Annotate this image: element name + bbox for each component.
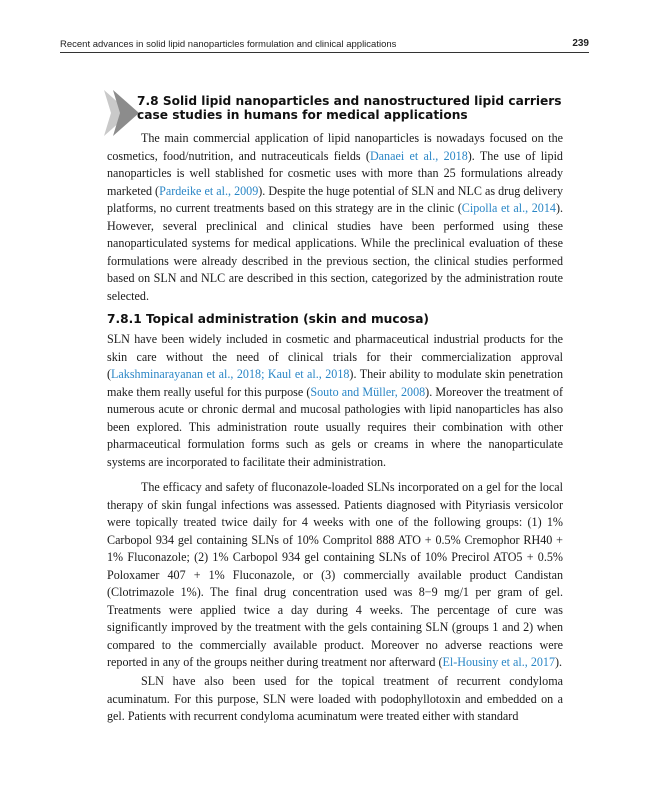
citation-link[interactable]: Danaei et al., 2018 (369, 148, 468, 163)
citation-link[interactable]: Pardeike et al., 2009 (159, 183, 259, 198)
citation-link[interactable]: Souto and Müller, 2008 (310, 384, 426, 399)
text-run: ). However, several preclinical and clinical studies have been performed using these nanoparticulated systems for medical applications. While the preclinical evaluation of these formulations were already described in the previous section, the clinical studies performed based on SLN and NLC are described in this section, categorized by the administration route selected. (107, 201, 563, 303)
paragraph-intro (107, 130, 563, 305)
text-run: ). Despite the huge potential of SLN and NLC as drug delivery platforms, no current treatments based on this strategy are in the clinic ( (107, 183, 563, 215)
text-run: SLN have also been used for the topical treatment of recurrent condyloma acuminatum. For this purpose, SLN were loaded with podophyllotoxin and embedded on a gel. Patients with recurrent condyloma acuminatum were treated either with standard (107, 674, 563, 723)
section-heading-line1: 7.8 Solid lipid nanoparticles and nanostructured lipid carriers (137, 94, 562, 108)
running-header (60, 38, 589, 53)
text-run: ). Moreover the treatment of numerous acute or chronic dermal and mucosal pathologies with lipid nanoparticles has also been explored. This administration route usually requires their combination with other pharmaceutical formulation forms such as gels or creams in where the nanoparticulate systems are incorporated to facilitate their administration. (107, 384, 564, 469)
text-run: ). The use of lipid nanoparticles is well stablished for cosmetic uses with more than 25 formulations already marketed ( (107, 148, 563, 198)
citation-link[interactable]: Lakshminarayanan et al., 2018; Kaul et al., 2018 (111, 367, 350, 381)
paragraph-fluconazole-study (107, 479, 563, 672)
subsection-heading: 7.8.1 Topical administration (skin and mucosa) (107, 312, 429, 326)
paragraph-topical-overview (107, 331, 563, 471)
running-title: Recent advances in solid lipid nanoparticles formulation and clinical applications (60, 39, 397, 50)
text-run: The main commercial application of lipid nanoparticles is nowadays focused on the cosmetics, food/nutrition, and nutraceuticals fields ( (107, 131, 563, 163)
text-run: ). Their ability to modulate skin penetration make them really useful for this purpose ( (107, 367, 563, 399)
citation-link[interactable]: El-Housiny et al., 2017 (442, 655, 556, 669)
text-run: The efficacy and safety of fluconazole-loaded SLNs incorporated on a gel for the local therapy of skin fungal infections was assessed. Patients diagnosed with Pityriasis versicolor were topically treated twice daily for 4 weeks with one of the following groups: (1) 1% Carbopol 934 gel containing SLNs of 10% Compritol 888 ATO + 0.5% Cremophor RH40 + 1% Fluconazole; (2) 1% Carbopol 934 gel containing SLNs of 10% Precirol ATO5 + 0.5% Poloxamer 407 + 1% Fluconazole, or (3) commercially available product Candistan (Clotrimazole 1%). The final drug concentration used was 8−9 mg/1 per gram of gel. Treatments were applied twice a day during 4 weeks. The percentage of cure was significantly improved by the treatment with the gels containing SLN (groups 1 and 2) when compared to the commercially available product. Moreover no adverse reactions were reported in any of the groups neither during treatment nor afterward ( (107, 480, 563, 669)
section-heading-line2: case studies in humans for medical applications (137, 108, 468, 122)
text-run: SLN have been widely included in cosmetic and pharmaceutical industrial products for the skin care without the need of clinical trials for their commercialization approval ( (107, 332, 563, 381)
paragraph-condyloma-study (107, 673, 563, 726)
page-number: 239 (572, 38, 589, 49)
text-run: ). (555, 655, 563, 669)
citation-link[interactable]: Cipolla et al., 2014 (461, 201, 556, 215)
section-heading (137, 94, 597, 122)
